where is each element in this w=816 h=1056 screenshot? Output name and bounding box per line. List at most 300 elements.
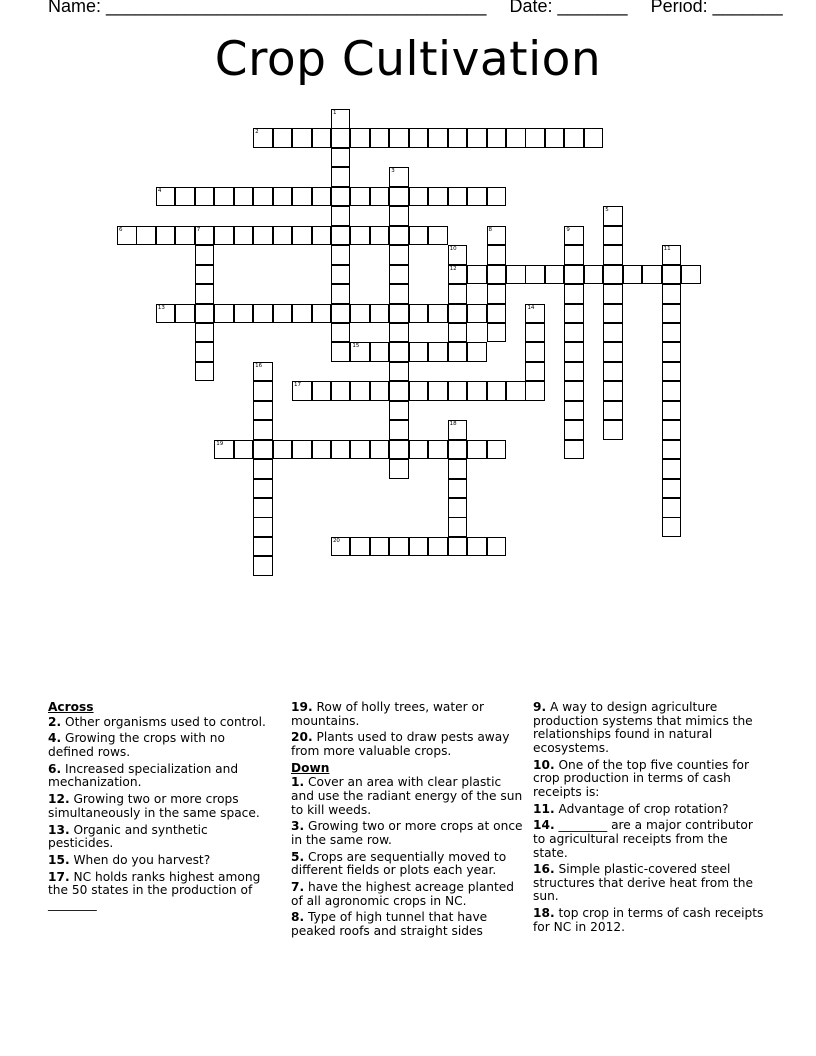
grid-cell[interactable]	[662, 459, 682, 479]
grid-cell[interactable]	[195, 342, 215, 362]
grid-cell[interactable]	[428, 128, 448, 148]
grid-cell[interactable]	[389, 128, 409, 148]
clue-text: ________ are a major contributor to agricultural receipts from the state.	[533, 818, 753, 860]
clue-number-label: 20.	[291, 730, 313, 745]
grid-cell[interactable]	[389, 226, 409, 246]
grid-cell[interactable]	[253, 459, 273, 479]
grid-cell[interactable]	[487, 304, 507, 324]
period-field[interactable]: Period: _______	[650, 0, 783, 16]
grid-cell[interactable]	[175, 187, 195, 207]
grid-cell[interactable]	[331, 284, 351, 304]
clue-number-label: 14.	[533, 818, 555, 833]
grid-cell[interactable]	[448, 479, 468, 499]
grid-cell[interactable]	[603, 265, 623, 285]
grid-cell[interactable]	[487, 128, 507, 148]
grid-cell[interactable]	[370, 381, 390, 401]
grid-cell[interactable]	[564, 323, 584, 343]
grid-cell[interactable]	[292, 187, 312, 207]
grid-cell[interactable]	[253, 381, 273, 401]
grid-cell[interactable]	[448, 537, 468, 557]
grid-cell[interactable]	[273, 187, 293, 207]
grid-cell[interactable]	[195, 304, 215, 324]
grid-cell[interactable]	[389, 381, 409, 401]
grid-cell[interactable]	[487, 537, 507, 557]
grid-cell[interactable]	[312, 440, 332, 460]
grid-cell[interactable]	[292, 440, 312, 460]
grid-cell[interactable]	[331, 167, 351, 187]
clue-item	[291, 881, 527, 908]
clue-text: Increased specialization and mechanization.	[48, 761, 239, 790]
grid-cell[interactable]	[662, 362, 682, 382]
grid-cell[interactable]	[409, 537, 429, 557]
name-field[interactable]: Name: ______________________________________	[48, 0, 487, 16]
grid-cell[interactable]	[234, 226, 254, 246]
clue-text: NC holds ranks highest among the 50 states in the production of ________	[48, 869, 261, 911]
grid-cell[interactable]	[292, 226, 312, 246]
grid-cell[interactable]	[662, 479, 682, 499]
grid-cell[interactable]	[428, 187, 448, 207]
grid-cell[interactable]	[545, 128, 565, 148]
grid-cell[interactable]	[662, 284, 682, 304]
clue-text: Cover an area with clear plastic and use the radiant energy of the sun to kill weeds.	[291, 775, 523, 817]
grid-cell[interactable]	[253, 556, 273, 576]
clue-number: 14	[527, 304, 535, 311]
grid-cell[interactable]	[195, 226, 215, 246]
clue-item	[291, 851, 527, 878]
grid-cell[interactable]	[156, 304, 176, 324]
grid-cell[interactable]	[389, 537, 409, 557]
grid-cell[interactable]	[603, 206, 623, 226]
grid-cell[interactable]	[662, 498, 682, 518]
grid-cell[interactable]	[350, 226, 370, 246]
grid-cell[interactable]	[370, 226, 390, 246]
grid-cell[interactable]	[331, 323, 351, 343]
grid-cell[interactable]	[292, 128, 312, 148]
grid-cell[interactable]	[214, 440, 234, 460]
grid-cell[interactable]	[467, 342, 487, 362]
clue-item	[48, 793, 266, 820]
clue-number-label: 3.	[291, 819, 305, 834]
grid-cell[interactable]	[331, 342, 351, 362]
clue-text: have the highest acreage planted of all agronomic crops in NC.	[291, 880, 515, 908]
grid-cell[interactable]	[253, 362, 273, 382]
grid-cell[interactable]	[253, 304, 273, 324]
grid-cell[interactable]	[584, 265, 604, 285]
grid-cell[interactable]	[253, 440, 273, 460]
grid-cell[interactable]	[525, 304, 545, 324]
grid-cell[interactable]	[253, 537, 273, 557]
clue-column-2	[291, 701, 527, 942]
clue-item	[48, 732, 266, 759]
clue-column-1	[48, 701, 266, 915]
clue-number-label: 11.	[533, 801, 555, 816]
down-heading: Down	[291, 760, 330, 775]
grid-cell[interactable]	[428, 537, 448, 557]
clue-text: Growing two or more crops at once in the same row.	[291, 819, 523, 847]
grid-cell[interactable]	[525, 381, 545, 401]
grid-cell[interactable]	[662, 440, 682, 460]
grid-cell[interactable]	[389, 440, 409, 460]
grid-cell[interactable]	[195, 245, 215, 265]
grid-cell[interactable]	[331, 226, 351, 246]
clue-number: 10	[449, 246, 457, 253]
clue-number: 3	[391, 168, 395, 175]
clue-item	[291, 911, 527, 938]
clue-text: Crops are sequentially moved to different fields or plots each year.	[291, 849, 507, 878]
clue-item	[291, 820, 527, 847]
grid-cell[interactable]	[350, 537, 370, 557]
grid-cell[interactable]	[448, 187, 468, 207]
grid-cell[interactable]	[409, 128, 429, 148]
grid-cell[interactable]	[234, 440, 254, 460]
grid-cell[interactable]	[253, 420, 273, 440]
clue-number-label: 10.	[533, 757, 555, 772]
clue-number: 9	[566, 226, 570, 233]
grid-cell[interactable]	[331, 187, 351, 207]
clue-number-label: 18.	[533, 906, 555, 921]
grid-cell[interactable]	[564, 245, 584, 265]
grid-cell[interactable]	[564, 440, 584, 460]
grid-cell[interactable]	[584, 128, 604, 148]
grid-cell[interactable]	[312, 226, 332, 246]
grid-cell[interactable]	[389, 401, 409, 421]
grid-cell[interactable]	[467, 128, 487, 148]
grid-cell[interactable]	[467, 187, 487, 207]
grid-cell[interactable]	[428, 440, 448, 460]
grid-cell[interactable]	[662, 381, 682, 401]
grid-cell[interactable]	[389, 342, 409, 362]
grid-cell[interactable]	[603, 304, 623, 324]
grid-cell[interactable]	[331, 265, 351, 285]
grid-cell[interactable]	[389, 167, 409, 187]
grid-cell[interactable]	[350, 304, 370, 324]
grid-cell[interactable]	[389, 245, 409, 265]
clue-number-label: 16.	[533, 862, 555, 877]
grid-cell[interactable]	[428, 381, 448, 401]
grid-cell[interactable]	[409, 304, 429, 324]
clue-number: 7	[196, 226, 201, 233]
clue-number: 19	[216, 440, 224, 447]
grid-cell[interactable]	[662, 342, 682, 362]
grid-cell[interactable]	[195, 265, 215, 285]
clue-item	[291, 701, 527, 728]
date-field[interactable]: Date: _______	[509, 0, 628, 16]
grid-cell[interactable]	[156, 187, 176, 207]
clue-number: 1	[332, 110, 337, 116]
grid-cell[interactable]	[253, 401, 273, 421]
clue-number-label: 6.	[48, 761, 62, 776]
grid-cell[interactable]	[253, 128, 273, 148]
grid-cell[interactable]	[195, 362, 215, 382]
clue-number-label: 12.	[48, 792, 70, 807]
grid-cell[interactable]	[234, 304, 254, 324]
grid-cell[interactable]	[312, 187, 332, 207]
grid-cell[interactable]	[642, 265, 662, 285]
grid-cell[interactable]	[487, 265, 507, 285]
grid-cell[interactable]	[331, 206, 351, 226]
grid-cell[interactable]	[312, 381, 332, 401]
clue-number: 5	[605, 207, 609, 214]
grid-cell[interactable]	[331, 304, 351, 324]
grid-cell[interactable]	[487, 245, 507, 265]
clue-text: Plants used to draw pests away from more valuable crops.	[291, 730, 510, 758]
grid-cell[interactable]	[448, 323, 468, 343]
grid-cell[interactable]	[156, 226, 176, 246]
grid-cell[interactable]	[331, 148, 351, 168]
grid-cell[interactable]	[564, 304, 584, 324]
grid-cell[interactable]	[448, 304, 468, 324]
clue-number: 18	[449, 421, 457, 428]
grid-cell[interactable]	[662, 323, 682, 343]
clue-number: 15	[352, 343, 360, 350]
clue-text: Advantage of crop rotation?	[554, 801, 729, 816]
grid-cell[interactable]	[409, 440, 429, 460]
clue-item	[48, 854, 266, 868]
grid-cell[interactable]	[448, 381, 468, 401]
grid-cell[interactable]	[273, 440, 293, 460]
grid-cell[interactable]	[312, 128, 332, 148]
grid-cell[interactable]	[312, 304, 332, 324]
grid-cell[interactable]	[448, 342, 468, 362]
clue-text: When do you harvest?	[69, 852, 211, 867]
grid-cell[interactable]	[448, 420, 468, 440]
grid-cell[interactable]	[564, 362, 584, 382]
clue-number: 16	[255, 362, 263, 369]
grid-cell[interactable]	[273, 226, 293, 246]
grid-cell[interactable]	[662, 265, 682, 285]
clue-item	[291, 776, 527, 817]
clue-text: Row of holly trees, water or mountains.	[291, 700, 485, 728]
clue-number-label: 1.	[291, 775, 305, 790]
grid-cell[interactable]	[662, 245, 682, 265]
grid-cell[interactable]	[331, 245, 351, 265]
grid-cell[interactable]	[487, 284, 507, 304]
clue-number: 4	[157, 187, 162, 194]
clue-number: 11	[663, 246, 671, 253]
grid-cell[interactable]	[564, 420, 584, 440]
grid-cell[interactable]	[331, 128, 351, 148]
grid-cell[interactable]	[389, 265, 409, 285]
grid-cell[interactable]	[389, 323, 409, 343]
grid-cell[interactable]	[662, 420, 682, 440]
clue-number-label: 5.	[291, 849, 305, 864]
grid-cell[interactable]	[564, 381, 584, 401]
clue-text: top crop in terms of cash receipts for NC in 2012.	[533, 906, 764, 934]
grid-cell[interactable]	[662, 304, 682, 324]
grid-cell[interactable]	[389, 284, 409, 304]
grid-cell[interactable]	[603, 381, 623, 401]
grid-cell[interactable]	[273, 128, 293, 148]
grid-cell[interactable]	[603, 342, 623, 362]
clue-text: Growing two or more crops simultaneously in the same space.	[48, 792, 260, 820]
grid-cell[interactable]	[214, 304, 234, 324]
grid-cell[interactable]	[525, 342, 545, 362]
grid-cell[interactable]	[623, 265, 643, 285]
clue-item	[533, 819, 765, 860]
clue-number-label: 7.	[291, 880, 305, 895]
grid-cell[interactable]	[603, 284, 623, 304]
clue-number-label: 8.	[291, 910, 305, 925]
clue-number: 20	[332, 537, 340, 544]
grid-cell[interactable]	[195, 187, 215, 207]
grid-cell[interactable]	[331, 537, 351, 557]
grid-cell[interactable]	[564, 128, 584, 148]
grid-cell[interactable]	[253, 226, 273, 246]
grid-cell[interactable]	[331, 109, 351, 129]
grid-cell[interactable]	[506, 265, 526, 285]
grid-cell[interactable]	[603, 401, 623, 421]
grid-cell[interactable]	[681, 265, 701, 285]
grid-cell[interactable]	[448, 284, 468, 304]
clue-text: Organic and synthetic pesticides.	[48, 822, 208, 851]
clue-number-label: 17.	[48, 869, 70, 884]
grid-cell[interactable]	[487, 187, 507, 207]
grid-cell[interactable]	[603, 420, 623, 440]
grid-cell[interactable]	[253, 479, 273, 499]
grid-cell[interactable]	[370, 537, 390, 557]
grid-cell[interactable]	[370, 128, 390, 148]
grid-cell[interactable]	[234, 187, 254, 207]
grid-cell[interactable]	[350, 128, 370, 148]
grid-cell[interactable]	[448, 440, 468, 460]
grid-cell[interactable]	[525, 362, 545, 382]
grid-cell[interactable]	[487, 323, 507, 343]
grid-cell[interactable]	[506, 381, 526, 401]
grid-cell[interactable]	[389, 420, 409, 440]
grid-cell[interactable]	[603, 323, 623, 343]
grid-cell[interactable]	[389, 459, 409, 479]
clue-item	[48, 716, 266, 730]
grid-cell[interactable]	[448, 128, 468, 148]
grid-cell[interactable]	[603, 226, 623, 246]
clue-number-label: 2.	[48, 714, 62, 729]
grid-cell[interactable]	[487, 226, 507, 246]
grid-cell[interactable]	[331, 440, 351, 460]
grid-cell[interactable]	[195, 323, 215, 343]
grid-cell[interactable]	[214, 226, 234, 246]
grid-cell[interactable]	[448, 517, 468, 537]
grid-cell[interactable]	[389, 304, 409, 324]
grid-cell[interactable]	[467, 381, 487, 401]
clue-number: 2	[255, 129, 259, 136]
grid-cell[interactable]	[195, 284, 215, 304]
grid-cell[interactable]	[370, 342, 390, 362]
grid-cell[interactable]	[350, 342, 370, 362]
grid-cell[interactable]	[545, 265, 565, 285]
grid-cell[interactable]	[389, 362, 409, 382]
clue-number-label: 4.	[48, 731, 62, 746]
grid-cell[interactable]	[428, 304, 448, 324]
grid-cell[interactable]	[136, 226, 156, 246]
clue-number-label: 15.	[48, 852, 70, 867]
clue-number: 17	[294, 382, 302, 389]
grid-cell[interactable]	[409, 187, 429, 207]
clue-number: 13	[157, 304, 165, 311]
clue-item	[533, 863, 765, 904]
clue-text: Growing the crops with no defined rows.	[48, 731, 225, 759]
grid-cell[interactable]	[662, 401, 682, 421]
grid-cell[interactable]	[350, 381, 370, 401]
grid-cell[interactable]	[662, 517, 682, 537]
clue-number: 12	[449, 265, 457, 272]
grid-cell[interactable]	[253, 187, 273, 207]
grid-cell[interactable]	[292, 381, 312, 401]
grid-cell[interactable]	[467, 440, 487, 460]
clue-number-label: 13.	[48, 822, 70, 837]
grid-cell[interactable]	[370, 304, 390, 324]
grid-cell[interactable]	[428, 342, 448, 362]
grid-cell[interactable]	[467, 304, 487, 324]
grid-cell[interactable]	[564, 401, 584, 421]
grid-cell[interactable]	[389, 206, 409, 226]
grid-cell[interactable]	[214, 187, 234, 207]
grid-cell[interactable]	[448, 498, 468, 518]
grid-cell[interactable]	[448, 265, 468, 285]
grid-cell[interactable]	[506, 128, 526, 148]
grid-cell[interactable]	[331, 381, 351, 401]
clue-item	[533, 803, 765, 817]
grid-cell[interactable]	[487, 440, 507, 460]
across-heading: Across	[48, 700, 94, 714]
clue-item	[48, 824, 266, 851]
clue-item	[48, 871, 266, 912]
grid-cell[interactable]	[175, 226, 195, 246]
grid-cell[interactable]	[428, 226, 448, 246]
clue-text: Simple plastic-covered steel structures that derive heat from the sun.	[533, 862, 753, 904]
grid-cell[interactable]	[564, 284, 584, 304]
grid-cell[interactable]	[525, 128, 545, 148]
grid-cell[interactable]	[448, 245, 468, 265]
grid-cell[interactable]	[564, 342, 584, 362]
grid-cell[interactable]	[370, 440, 390, 460]
puzzle-title: Crop Cultivation	[214, 32, 602, 87]
grid-cell[interactable]	[253, 517, 273, 537]
grid-cell[interactable]	[292, 304, 312, 324]
clue-item	[533, 907, 765, 934]
clue-item	[291, 731, 527, 758]
grid-cell[interactable]	[448, 459, 468, 479]
grid-cell[interactable]	[117, 226, 137, 246]
grid-cell[interactable]	[273, 304, 293, 324]
grid-cell[interactable]	[370, 187, 390, 207]
grid-cell[interactable]	[175, 304, 195, 324]
grid-cell[interactable]	[603, 245, 623, 265]
clue-item	[48, 763, 266, 790]
clue-text: A way to design agriculture production systems that mimics the relationships found in natural ecosystems.	[533, 700, 753, 755]
grid-cell[interactable]	[409, 226, 429, 246]
grid-cell[interactable]	[603, 362, 623, 382]
grid-cell[interactable]	[564, 226, 584, 246]
clue-item	[533, 701, 765, 755]
grid-cell[interactable]	[389, 187, 409, 207]
clue-number: 6	[119, 226, 123, 233]
grid-cell[interactable]	[409, 381, 429, 401]
clue-item	[533, 759, 765, 800]
grid-cell[interactable]	[564, 265, 584, 285]
grid-cell[interactable]	[253, 498, 273, 518]
clue-text: One of the top five counties for crop production in terms of cash receipts is:	[533, 757, 750, 799]
grid-cell[interactable]	[467, 537, 487, 557]
grid-cell[interactable]	[525, 265, 545, 285]
grid-cell[interactable]	[525, 323, 545, 343]
clue-column-3	[533, 701, 765, 938]
grid-cell[interactable]	[409, 342, 429, 362]
grid-cell[interactable]	[487, 381, 507, 401]
clue-number-label: 9.	[533, 700, 547, 714]
grid-cell[interactable]	[467, 265, 487, 285]
grid-cell[interactable]	[350, 187, 370, 207]
grid-cell[interactable]	[350, 440, 370, 460]
